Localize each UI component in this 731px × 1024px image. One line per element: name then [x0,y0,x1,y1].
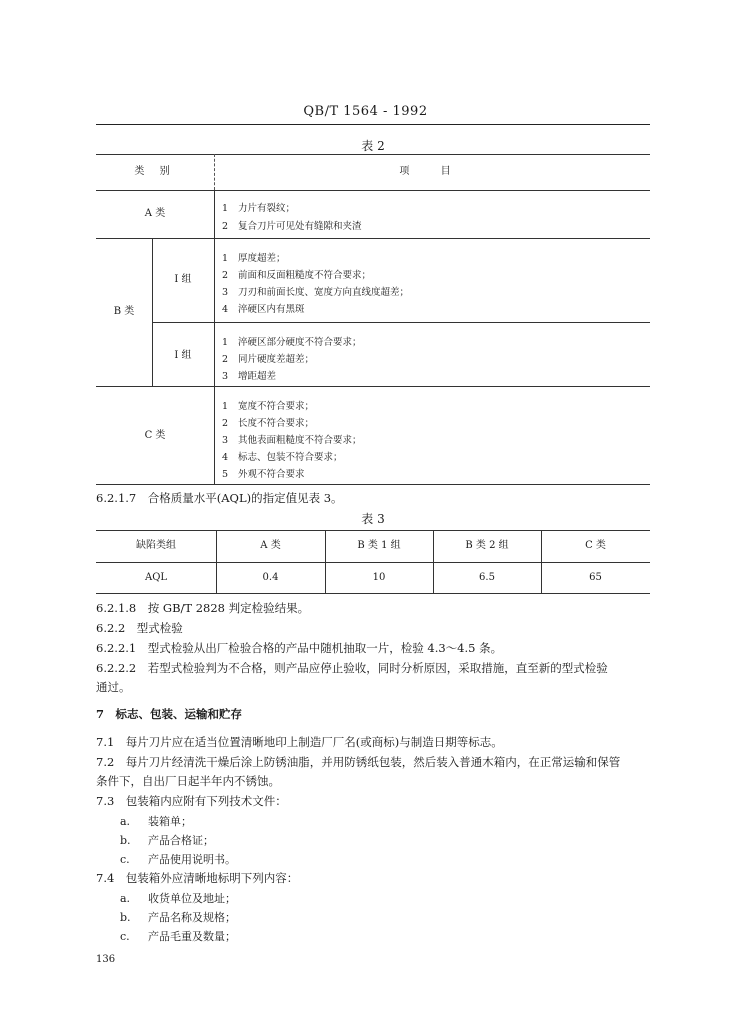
table2-header-category: 类 别 [134,166,176,177]
table3-header-rule [96,562,650,563]
table3-header-cell: B 类 2 组 [465,540,509,551]
list-item: 3 增距超差 [222,371,277,382]
list-item: a. 收货单位及地址； [120,892,236,905]
category-b-label: B 类 [113,306,135,317]
list-item: 2 长度不符合要求； [222,418,315,429]
list-item: 1 淬硬区部分硬度不符合要求； [222,337,362,348]
clause-7-3: 7.3 包装箱内应附有下列技术文件： [96,794,287,808]
table2-top-rule [96,154,650,155]
table3-value-cell: 10 [372,572,386,583]
table3-bottom-rule [96,593,650,594]
table2-bottom-rule [96,484,650,485]
clause-7-2: 7.2 每片刀片经清洗干燥后涂上防锈油脂，并用防锈纸包装，然后装入普通木箱内，在正常运输和保管 [96,755,621,769]
category-c-label: C 类 [144,430,166,441]
table2-header-rule [96,190,650,191]
list-item: 2 同片硬度差超差； [222,354,315,365]
list-item: 4 淬硬区内有黑斑 [222,304,305,315]
table3-value-cell: 65 [589,572,602,583]
section-7-heading: 7 标志、包装、运输和贮存 [96,707,243,721]
list-item: a. 装箱单； [120,815,192,828]
list-item: 1 宽度不符合要求； [222,401,315,412]
clause-6-2-1-8: 6.2.1.8 按 GB/T 2828 判定检验结果。 [96,601,310,615]
table2-row-rule [96,238,650,239]
list-item: 4 标志、包装不符合要求； [222,452,343,463]
table3-header-cell: 缺陷类组 [136,540,176,551]
clause-6-2-2: 6.2.2 型式检验 [96,621,183,635]
clause-6-2-2-2-cont: 通过。 [96,680,131,694]
group-1-label: I 组 [174,274,192,285]
clause-7-1: 7.1 每片刀片应在适当位置清晰地印上制造厂厂名(或商标)与制造日期等标志。 [96,735,503,749]
clause-6-2-1-7: 6.2.1.7 合格质量水平(AQL)的指定值见表 3。 [96,491,343,505]
table3-top-rule [96,530,650,531]
list-item: 3 刀刃和前面长度、宽度方向直线度超差； [222,287,410,298]
table3-header-cell: B 类 1 组 [357,540,401,551]
category-a-label: A 类 [144,208,166,219]
page-number: 136 [96,954,116,965]
clause-7-2-cont: 条件下，自出厂日起半年内不锈蚀。 [96,774,280,788]
list-item: 2 复合刀片可见处有缝隙和夹渣 [222,221,362,232]
table2-column-divider [214,190,215,484]
table2-group-rule [152,322,650,323]
list-item: c. 产品使用说明书。 [120,853,236,866]
list-item: 5 外观不符合要求 [222,469,305,480]
list-item: 1 力片有裂纹； [222,203,296,214]
table3-caption: 表 3 [361,512,385,526]
clause-7-4: 7.4 包装箱外应清晰地标明下列内容： [96,871,299,885]
list-item: 2 前面和反面粗糙度不符合要求； [222,270,372,281]
table3-header-cell: C 类 [585,540,606,551]
list-item: b. 产品名称及规格； [120,911,236,924]
table3-value-cell: 6.5 [479,572,495,583]
table3-value-cell: 0.4 [262,572,279,583]
table2 [96,154,650,485]
table2-row-rule [96,386,650,387]
list-item: 3 其他表面粗糙度不符合要求； [222,435,362,446]
clause-6-2-2-2: 6.2.2.2 若型式检验判为不合格，则产品应停止验收，同时分析原因，采取措施，直至新的型式检验 [96,661,608,675]
group-2-label: I 组 [174,350,192,361]
table2-header-items: 项 目 [399,166,465,177]
table2-caption: 表 2 [361,139,385,153]
clause-6-2-2-1: 6.2.2.1 型式检验从出厂检验合格的产品中随机抽取一片，检验 4.3～4.5 条。 [96,641,503,655]
list-item: 1 厚度超差； [222,253,286,264]
document-code-header: QB/T 1564 - 1992 [303,104,428,119]
table3 [96,530,650,594]
table3-header-cell: A 类 [260,540,281,551]
table3-row-label: AQL [144,572,168,583]
list-item: b. 产品合格证； [120,834,214,847]
list-item: c. 产品毛重及数量； [120,930,236,943]
header-rule [96,124,650,125]
